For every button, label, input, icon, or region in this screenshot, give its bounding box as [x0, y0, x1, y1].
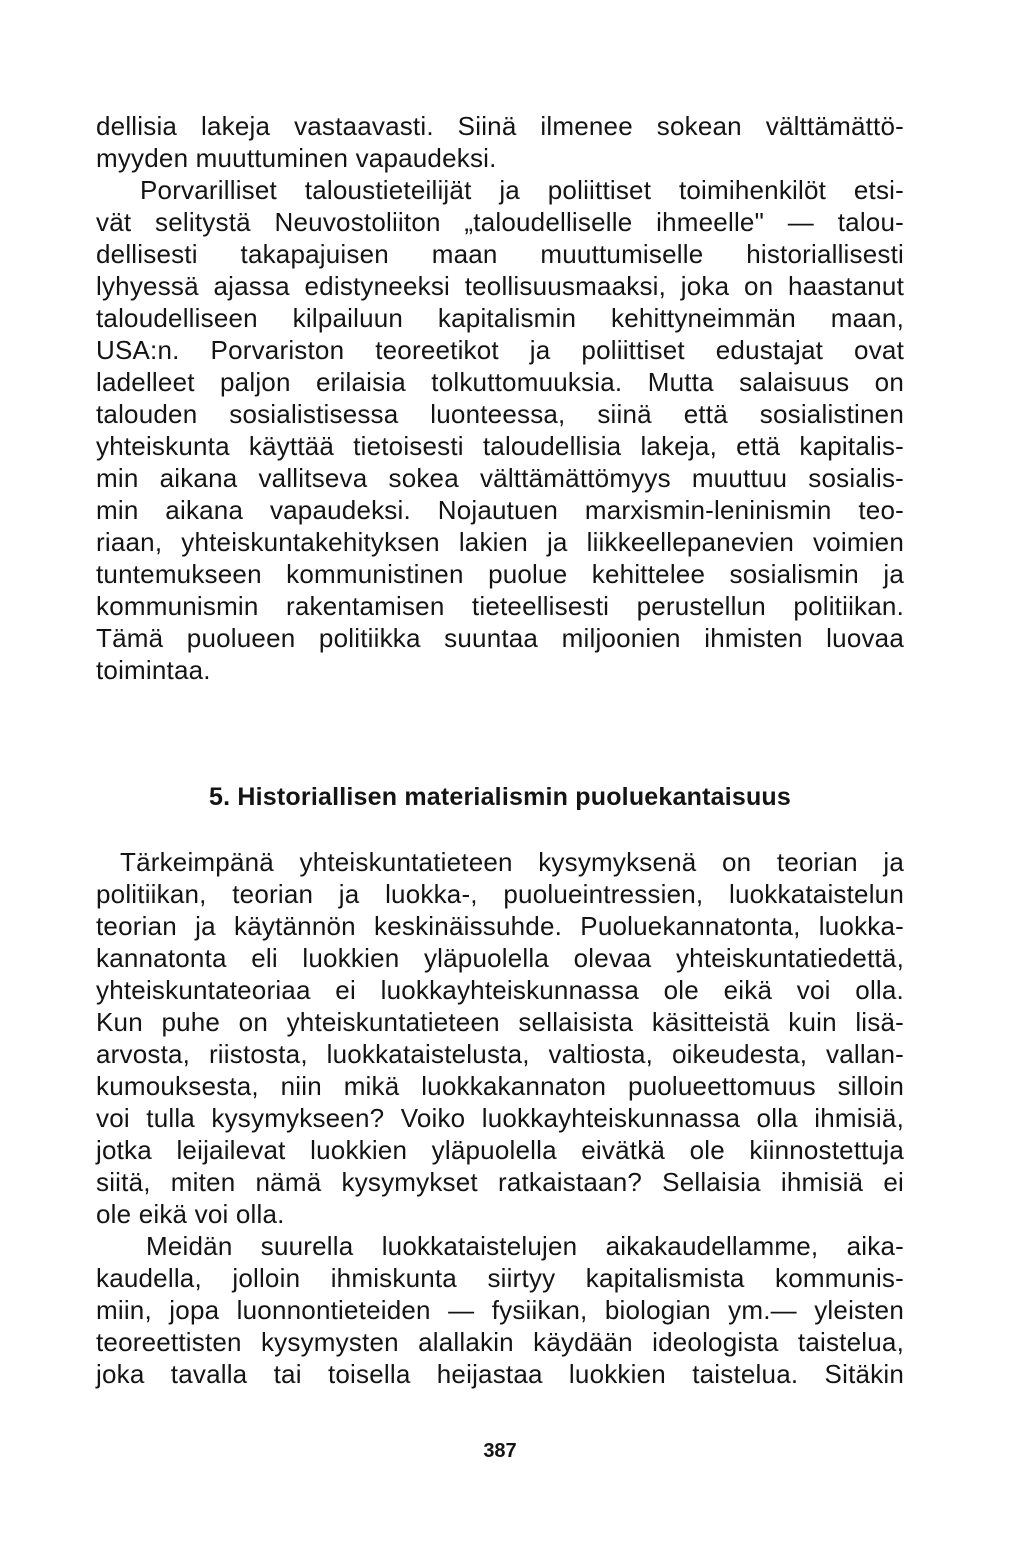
- bottom-paragraphs: [96, 846, 904, 1390]
- text-line: yhteiskuntateoriaa ei luokkayhteiskunnassa ole eikä voi olla.: [96, 975, 904, 1005]
- page-number: 387: [483, 1440, 517, 1462]
- text-line: taloudelliseen kilpailuun kapitalismin kehittyneimmän maan,: [96, 303, 904, 333]
- text-line: kommunismin rakentamisen tieteellisesti perustellun politiikan.: [96, 591, 904, 621]
- text-line: joka tavalla tai toisella heijastaa luokkien taistelua. Sitäkin: [96, 1359, 904, 1389]
- text-line: min aikana vapaudeksi. Nojautuen marxismin-leninismin teo-: [96, 495, 904, 525]
- text-line: politiikan, teorian ja luokka-, puolueintressien, luokkataistelun: [96, 879, 904, 909]
- text-line: kaudella, jolloin ihmiskunta siirtyy kapitalismista kommunis-: [96, 1263, 904, 1293]
- paragraph-first-line: Meidän suurella luokkataistelujen aikakaudellamme, aika-: [146, 1231, 904, 1261]
- text-line: miin, jopa luonnontieteiden — fysiikan, biologian ym.— yleisten: [96, 1295, 904, 1325]
- text-line: yhteiskunta käyttää tietoisesti taloudellisia lakeja, että kapitalis-: [96, 431, 904, 461]
- text-line: teorian ja käytännön keskinäissuhde. Puoluekannatonta, luokka-: [96, 911, 904, 941]
- text-line: min aikana vallitseva sokea välttämättömyys muuttuu sosialis-: [96, 463, 904, 493]
- text-line: teoreettisten kysymysten alallakin käydään ideologista taistelua,: [96, 1327, 904, 1357]
- text-line: arvosta, riistosta, luokkataistelusta, valtiosta, oikeudesta, vallan-: [96, 1039, 904, 1069]
- section-heading: 5. Historiallisen materialismin puoluekantaisuus: [209, 783, 791, 811]
- text-line: kumouksesta, niin mikä luokkakannaton puolueettomuus silloin: [96, 1071, 904, 1101]
- text-line: jotka leijailevat luokkien yläpuolella eivätkä ole kiinnostettuja: [96, 1135, 904, 1165]
- text-line: Tämä puolueen politiikka suuntaa miljoonien ihmisten luovaa: [96, 623, 904, 653]
- text-line: ladelleet paljon erilaisia tolkuttomuuksia. Mutta salaisuus on: [96, 367, 904, 397]
- text-line: kannatonta eli luokkien yläpuolella olevaa yhteiskuntatiedettä,: [96, 943, 904, 973]
- text-line: riaan, yhteiskuntakehityksen lakien ja liikkeellepanevien voimien: [96, 527, 904, 557]
- text-line: toimintaa.: [96, 655, 211, 685]
- text-line: talouden sosialistisessa luonteessa, siinä että sosialistinen: [96, 399, 904, 429]
- text-line: myyden muuttuminen vapaudeksi.: [96, 143, 497, 173]
- text-line: USA:n. Porvariston teoreetikot ja poliittiset edustajat ovat: [96, 335, 904, 365]
- top-paragraphs: [96, 110, 904, 686]
- text-line: dellisesti takapajuisen maan muuttumiselle historiallisesti: [96, 239, 904, 269]
- text-line: voi tulla kysymykseen? Voiko luokkayhteiskunnassa olla ihmisiä,: [96, 1103, 904, 1133]
- paragraph-first-line: Porvarilliset taloustieteilijät ja poliittiset toimihenkilöt etsi-: [140, 175, 904, 205]
- text-line: dellisia lakeja vastaavasti. Siinä ilmenee sokean välttämättö-: [96, 111, 904, 141]
- text-line: ole eikä voi olla.: [96, 1199, 285, 1229]
- text-line: tuntemukseen kommunistinen puolue kehittelee sosialismin ja: [96, 559, 904, 589]
- text-line: Kun puhe on yhteiskuntatieteen sellaisista käsitteistä kuin lisä-: [96, 1007, 904, 1037]
- text-line: vät selitystä Neuvostoliiton „taloudelliselle ihmeelle" — talou-: [96, 207, 904, 237]
- book-page: [96, 110, 904, 1462]
- text-line: lyhyessä ajassa edistyneeksi teollisuusmaaksi, joka on haastanut: [96, 271, 904, 301]
- paragraph-first-line: Tärkeimpänä yhteiskuntatieteen kysymyksenä on teorian ja: [120, 847, 904, 877]
- text-line: siitä, miten nämä kysymykset ratkaistaan? Sellaisia ihmisiä ei: [96, 1167, 904, 1197]
